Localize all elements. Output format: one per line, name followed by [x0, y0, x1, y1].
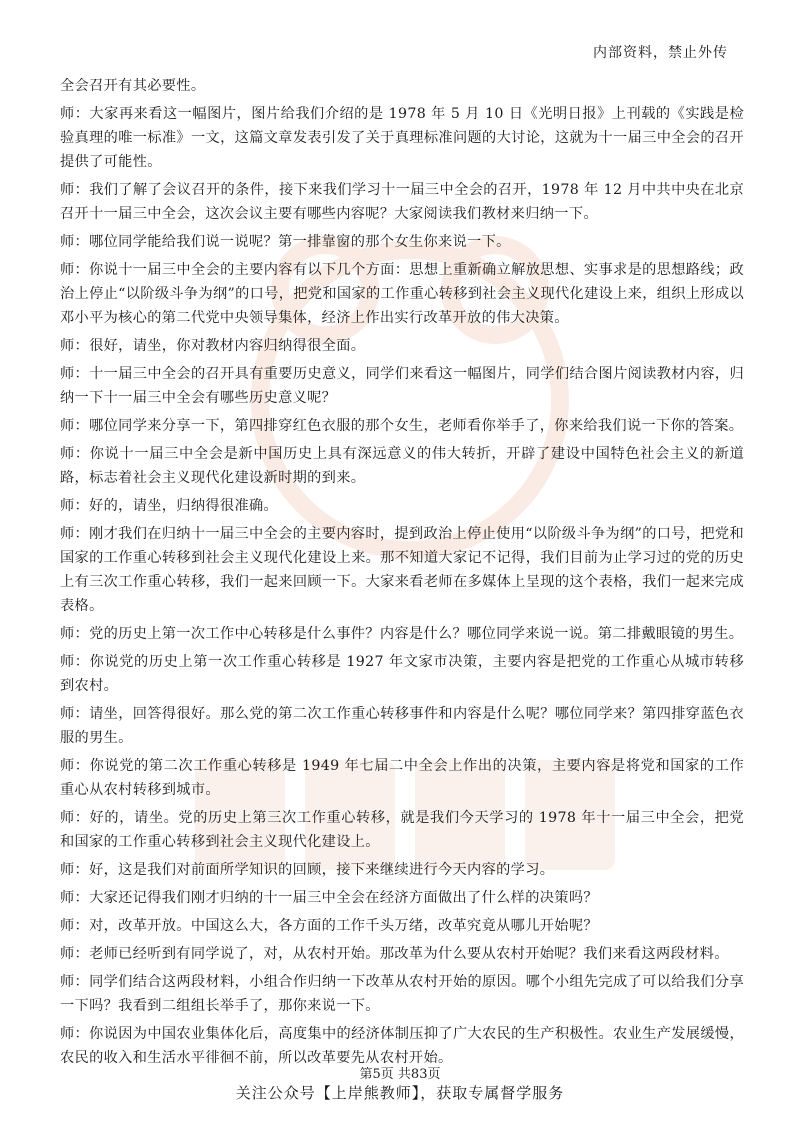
- footer-promo: 关注公众号【上岸熊教师】，获取专属督学服务: [235, 1084, 565, 1102]
- paragraph: 师：刚才我们在归纳十一届三中全会的主要内容时，提到政治上停止使用“以阶级斗争为纲”的口号，把党和国家的工作重心转移到社会主义现代化建设上来。那不知道大家记不记得，我们目前为止学习过的党的历史上有三次工作重心转移，我们一起来回顾一下。大家来看老师在多媒体上呈现的这个表格，我们一起来完成表格。: [60, 526, 744, 614]
- paragraph: 师：十一届三中全会的召开具有重要历史意义，同学们来看这一幅图片，同学们结合图片阅读教材内容，归纳一下十一届三中全会有哪些历史意义呢？: [60, 366, 744, 406]
- paragraph: 全会召开有其必要性。: [60, 78, 206, 94]
- paragraph: 师：请坐，回答得很好。那么党的第二次工作重心转移事件和内容是什么呢？哪位同学来？第四排穿蓝色衣服的男生。: [60, 706, 744, 746]
- paragraph: 师：你说党的第二次工作重心转移是 1949 年七届二中全会上作出的决策，主要内容是将党和国家的工作重心从农村转移到城市。: [60, 758, 744, 798]
- paragraph: 师：好的，请坐。党的历史上第三次工作重心转移，就是我们今天学习的 1978 年十一届三中全会，把党和国家的工作重心转移到社会主义现代化建设上。: [60, 810, 744, 850]
- paragraph: 师：你说十一届三中全会是新中国历史上具有深远意义的伟大转折，开辟了建设中国特色社会主义的新道路，标志着社会主义现代化建设新时期的到来。: [60, 446, 744, 486]
- paragraph: 师：对，改革开放。中国这么大，各方面的工作千头万绪，改革究竟从哪儿开始呢？: [60, 918, 598, 934]
- paragraph: 师：好的，请坐，归纳得很准确。: [60, 498, 279, 514]
- paragraph: 师：哪位同学来分享一下，第四排穿红色衣服的那个女生，老师看你举手了，你来给我们说一下你的答案。: [60, 418, 744, 434]
- paragraph: 师：我们了解了会议召开的条件，接下来我们学习十一届三中全会的召开，1978 年 12 月中共中央在北京召开十一届三中全会，这次会议主要有哪些内容呢？大家阅读我们教材来归纳一下。: [60, 182, 744, 222]
- paragraph: 师：你说十一届三中全会的主要内容有以下几个方面：思想上重新确立解放思想、实事求是的思想路线；政治上停止“以阶级斗争为纲”的口号，把党和国家的工作重心转移到社会主义现代化建设上来，组织上形成以邓小平为核心的第二代党中央领导集体，经济上作出实行改革开放的伟大决策。: [60, 262, 744, 326]
- paragraph: 师：大家再来看这一幅图片，图片给我们介绍的是 1978 年 5 月 10 日《光明日报》上刊载的《实践是检验真理的唯一标准》一文，这篇文章发表引发了关于真理标准问题的大讨论，这就为十一届三中全会的召开提供了可能性。: [60, 106, 744, 170]
- paragraph: 师：老师已经听到有同学说了，对，从农村开始。那改革为什么要从农村开始呢？我们来看这两段材料。: [60, 946, 729, 962]
- paragraph: 师：很好，请坐，你对教材内容归纳得很全面。: [60, 338, 366, 354]
- paragraph: 师：党的历史上第一次工作中心转移是什么事件？内容是什么？哪位同学来说一说。第二排戴眼镜的男生。: [60, 626, 744, 642]
- paragraph: 师：你说因为中国农业集体化后，高度集中的经济体制压抑了广大农民的生产积极性。农业生产发展缓慢，农民的收入和生活水平徘徊不前，所以改革要先从农村开始。: [60, 1026, 744, 1066]
- paragraph: 师：好，这是我们对前面所学知识的回顾，接下来继续进行今天内容的学习。: [60, 862, 555, 878]
- paragraph: 师：同学们结合这两段材料，小组合作归纳一下改革从农村开始的原因。哪个小组先完成了可以给我们分享一下吗？我看到二组组长举手了，那你来说一下。: [60, 974, 744, 1014]
- paragraph: 师：哪位同学能给我们说一说呢？第一排靠窗的那个女生你来说一下。: [60, 234, 511, 250]
- paragraph: 师：你说党的历史上第一次工作重心转移是 1927 年文家市决策，主要内容是把党的工作重心从城市转移到农村。: [60, 654, 744, 694]
- document-body: [60, 74, 744, 1074]
- page-number: 第5页 共83页: [359, 1067, 441, 1082]
- paragraph: 师：大家还记得我们刚才归纳的十一届三中全会在经济方面做出了什么样的决策吗？: [60, 890, 598, 906]
- header-note: 内部资料，禁止外传: [593, 45, 728, 61]
